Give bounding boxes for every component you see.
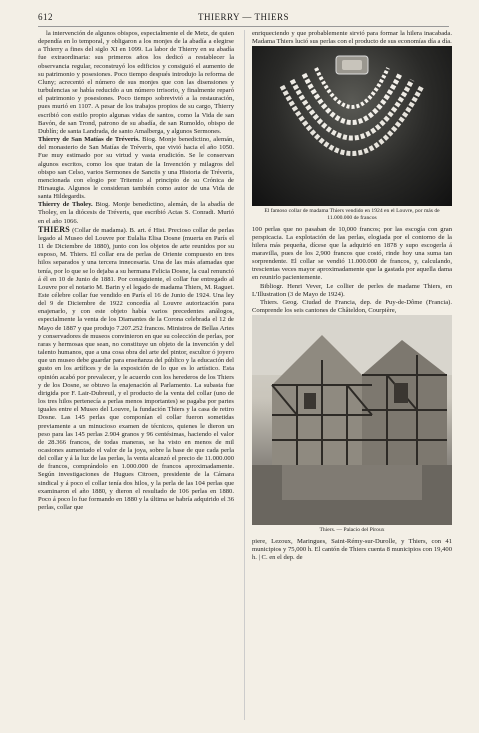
running-head: THIERRY — THIERS [197,12,289,22]
header-rule [38,26,449,27]
entry-text: B. art. é Hist. Precioso collar de perlas legado al Museo del Louvre por Eulalia Elisa Dosne (muerta en París el 11 de Diciembre de 1880), junto con los objetos de arte reunidos por su esposo, M. Thiers. El collar era de perlas de Oriente compuesto en tres hilos separados y una tercera innecesaria. Una de las más afamadas que tenía, por lo que se lo dejaba a su hermana Felicia Dosne, la cual renunció á él en 10 de Junio de 1881. Por consiguiente, el collar fue entregado al Louvre por el notario M. Barin y el legado de madama Thiers, M. Raguet. Este célebre collar fue vendido en París el 16 de Junio de 1924. Una ley del 9 de Diciembre de 1922 concedía al Louvre autorización para enajenarlo, y con este objeto había varios precedentes análogos, especialmente la venta de los Diamantes de la Corona celebrada el 12 de Mayo de 1887 y que produjo 7.207.252 francos. Ministros de Bellas Artes y conservadores de museos convinieron en que su colección de perlas, por raras y hermosas que sean, no constituye un objeto de la invención y del talento humanos, que a una cosa obra del arte del pintor, escultor ó joyero que un museo debe guardar para enseñanza del público y la educación del gusto en los artífices y de la exposición de lo que es lo artístico. Esta opinión acabó por prevalecer, y le acuerdo con los herederos de los Thiers y de los Dosne, se obtuvo la enajenación al Parlamento. La subasta fue dirigida por F. Lair-Dubreuil, y el producto de la venta del collar (uno de los tres hilos pertenecía a perlas menos importantes) se pagaba por partes iguales entre el Museo del Louvre, la fundación Thiers y la casa de retiro Dosne. Las 145 perlas que componían el collar fueron sometidas previamente a un minucioso examen de técnicos, quienes le dieron un peso para las 145 perlas 2.904 granos y 96 centésimas, haciendo el valor de 28.366 francos, de todas maneras, se ha visto en menos de mil ocasiones aumentado el valor de la joya, sobre la base de que cada perla del collar y á la luz de las perlas, la venta alcanzó el precio de 11.000.000 de francos, comprándolo en 1.000.000 de francos aproximadamente. Según investigaciones de Hugues Citroen, presidente de la Cámara sindical y á poco el collar tenía dos hilos, y la perla de las 104 perlas que examinaron el año 1880, y dieron el resultado de 106 perlas en 1880. Poco á poco lo fue formando en 1880 y la última se habría adquirido el 36 perlas, collar que [38,226,234,512]
thierry-continuation-paragraph: la intervención de algunos obispos, especialmente el de Metz, de quien dependía en lo temporal, y obligaron a los monjes de la abadía a elegirse a Thierry a fines del siglo XI en 1099. La labor de Thierry en su abadía fue extraordinaria: sus primeros años los dedicó a restablecer la observancia regular, reconstruyó los edificios y consiguió el aumento de su patrimonio y posesiones. Poco tiempo después introdujo la reforma de Cluny; acrecentó el número de sus monjes que con las disensiones y turbulencias se había reducido a un número irrisorio, y finalmente reparó el patrimonio y posesiones. Poco tiempo sobrevivió a la restauración, pues murió en 1107. A pesar de los trabajos propios de su cargo, Thierry escribió con estilo propio algunas vidas de santos, como la Vida de san Bavón, de san Trond, patrono de su abadía, de san Rumoldo, obispo de Dublín; de santa Landrada, de santo Amalberga, y algunos Sermones. [38,30,234,135]
figure-palace [252,315,452,534]
entry-thiers-collar [38,226,234,512]
necklace-photo [252,46,452,206]
entry-text: Biog. Monje benedictino, alemán, de la abadía de Tholey, en la diócesis de Tréveris, que escribió Actas S. Conradi. Murió en el año 1066. [38,201,234,225]
page-number: 612 [38,12,53,22]
entry-thierry-treveris [38,136,234,201]
entry-headword: Thierry de San Matías de Tréveris. [38,136,140,144]
palace-photo [252,315,452,525]
right-column [252,30,452,562]
figure-necklace [252,46,452,221]
thiers-geography-entry: Thiers. Geog. Ciudad de Francia, dep. de Puy-de-Dôme (Francia). Comprende los seis cantones de Châteldon, Courpière, [252,298,452,315]
entry-headword: Thierry de Tholey. [38,201,93,209]
half-timbered-building-illustration [252,315,452,525]
left-column [38,30,234,512]
right-bottom-paragraph: piere, Lezoux, Maringues, Saint-Rémy-sur-Durolle, y Thiers, con 41 municipios y 75,000 h. El cantón de Thiers cuenta 8 municipios con 19,400 h. | C. en el dep. de [252,537,452,562]
entry-headword-note: (Collar de madama). [72,226,128,234]
bibliography: Bibliogr. Henri Vever, Le collier de perles de madame Thiers, en L'Illustration (3 de Mayo de 1924). [252,282,452,298]
entry-text: Biog. Monje benedictino, alemán, del monasterio de San Matías de Tréveris, que vivió hacia el año 1050. Fue muy estimado por su virtud y vasta erudición. Se le conservan algunos escritos, como los que tratan de la Invención y milagros del obispo san Celso, varios Sermones de Sanctis y una Historia de Tréveris, mencionada con elogio por Tritemio al principio de su Crónica de Hirsaugia. Algunos le consideran también como autor de una Vida de santa Hildegardis. [38,136,234,201]
pearl-necklace-illustration [252,46,452,206]
entry-thierry-tholey [38,201,234,225]
page-header [38,12,449,26]
column-divider [244,30,245,720]
right-middle-paragraph: 100 perlas que no pasaban de 10,000 francos; por las escogía con gran perspicacia. La explotación de las perlas, elogiada por el contorno de la hilera más pequeña, dícese que la adquirió en 1878 y supo escogerla á maravilla, pues de los 2,900 francos que costó, rinde hoy una suma tan sorprendente. El collar se vendió 11.000.000 de francos, y, calculando, trescientas veces mayor aproximadamente que la gastada por aquella dama en reunirlo pacientemente. [252,225,452,282]
necklace-caption: El famoso collar de madama Thiers vendido en 1924 en el Louvre, por más de 11.000.000 de francos [264,208,440,221]
entry-headword: THIERS [38,224,71,234]
palace-caption: Thiers. — Palacio del Piroux [319,527,385,534]
right-top-paragraph: enriqueciendo y que probablemente sirvió para formar la hilera inacabada. Madama Thiers lució sus perlas con el producto de sus economías día a día. [252,30,452,46]
